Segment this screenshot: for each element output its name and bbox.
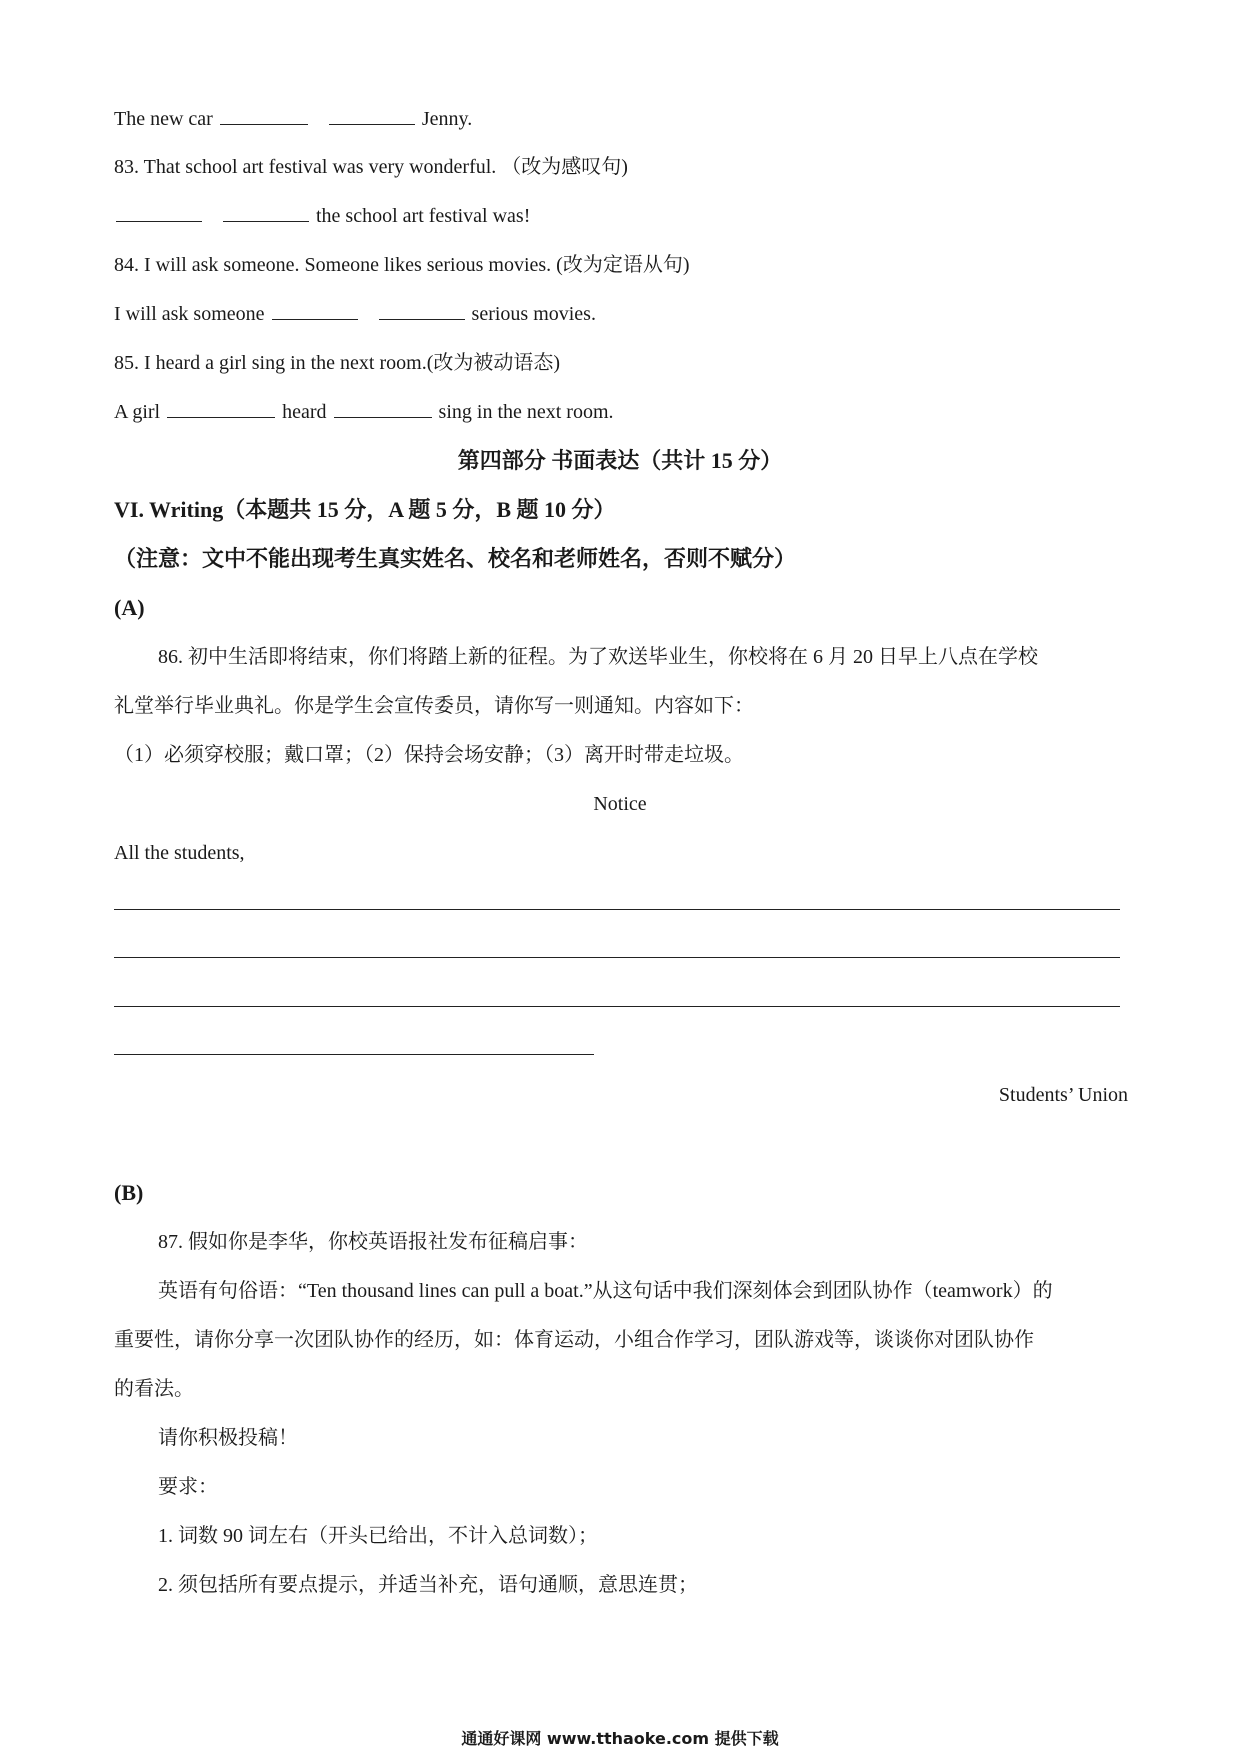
notice-salutation: All the students, [114,842,245,864]
q85-answer-line [114,397,614,427]
q84-answer-line [114,299,596,329]
q82-prefix: The new car [114,108,213,130]
answer-blank[interactable] [379,299,465,320]
page-footer: 通通好课网 www.tthaoke.com 提供下载 [461,1729,779,1748]
notice-title: Notice [593,793,647,815]
q84-prefix: I will ask someone [114,303,265,325]
section-b-req2: 2. 须包括所有要点提示，并适当补充，语句通顺，意思连贯； [158,1574,698,1596]
section-a-prompt-line2: 礼堂举行毕业典礼。你是学生会宣传委员，请你写一则通知。内容如下： [114,695,754,717]
writing-line[interactable] [114,909,1120,910]
section-b-prompt-line2: 英语有句俗语：“Ten thousand lines can pull a boat.”从这句话中我们深刻体会到团队协作（teamwork）的 [158,1280,1053,1302]
q82-suffix: Jenny. [421,108,473,130]
notice-warning: （注意：文中不能出现考生真实姓名、校名和老师姓名，否则不赋分） [114,546,797,571]
answer-blank[interactable] [272,299,358,320]
q85-suffix: sing in the next room. [438,401,614,423]
section-b-prompt-line3: 重要性，请你分享一次团队协作的经历，如：体育运动，小组合作学习，团队游戏等，谈谈你对团队协作 [114,1329,1034,1351]
answer-blank[interactable] [220,104,308,125]
section-b-req1: 1. 词数 90 词左右（开头已给出，不计入总词数）； [158,1525,598,1547]
section-a-requirements: （1）必须穿校服；戴口罩；（2）保持会场安静；（3）离开时带走垃圾。 [114,744,744,766]
q84-suffix: serious movies. [471,303,596,325]
writing-heading: VI. Writing（本题共 15 分，A 题 5 分，B 题 10 分） [114,497,616,522]
q85-middle: heard [282,401,327,423]
q84-question: 84. I will ask someone. Someone likes serious movies. (改为定语从句) [114,254,690,276]
q83-question: 83. That school art festival was very wonderful. （改为感叹句) [114,156,628,178]
section-b-prompt-line1: 87. 假如你是李华，你校英语报社发布征稿启事： [158,1231,588,1253]
section-b-encourage: 请你积极投稿！ [158,1427,298,1449]
writing-line[interactable] [114,1006,1120,1007]
q83-answer-suffix: the school art festival was! [316,205,531,227]
section-a-prompt-line1: 86. 初中生活即将结束，你们将踏上新的征程。为了欢送毕业生，你校将在 6 月 20 日早上八点在学校 [158,646,1038,668]
section-b-requirements-title: 要求： [158,1476,218,1498]
q85-prefix: A girl [114,401,161,423]
notice-signature: Students’ Union [998,1084,1128,1106]
answer-blank[interactable] [116,201,202,222]
section-b-label: (B) [114,1180,144,1205]
section-b-prompt-line4: 的看法。 [114,1378,194,1400]
q85-question: 85. I heard a girl sing in the next room.(改为被动语态) [114,352,561,374]
q83-answer-line [114,201,530,231]
writing-line[interactable] [114,957,1120,958]
answer-blank[interactable] [167,397,275,418]
part4-heading: 第四部分 书面表达（共计 15 分） [457,448,783,473]
answer-blank[interactable] [329,104,415,125]
answer-blank[interactable] [334,397,432,418]
writing-line[interactable] [114,1054,594,1055]
answer-blank[interactable] [223,201,309,222]
section-a-label: (A) [114,595,145,620]
q82-answer-line [114,104,472,134]
